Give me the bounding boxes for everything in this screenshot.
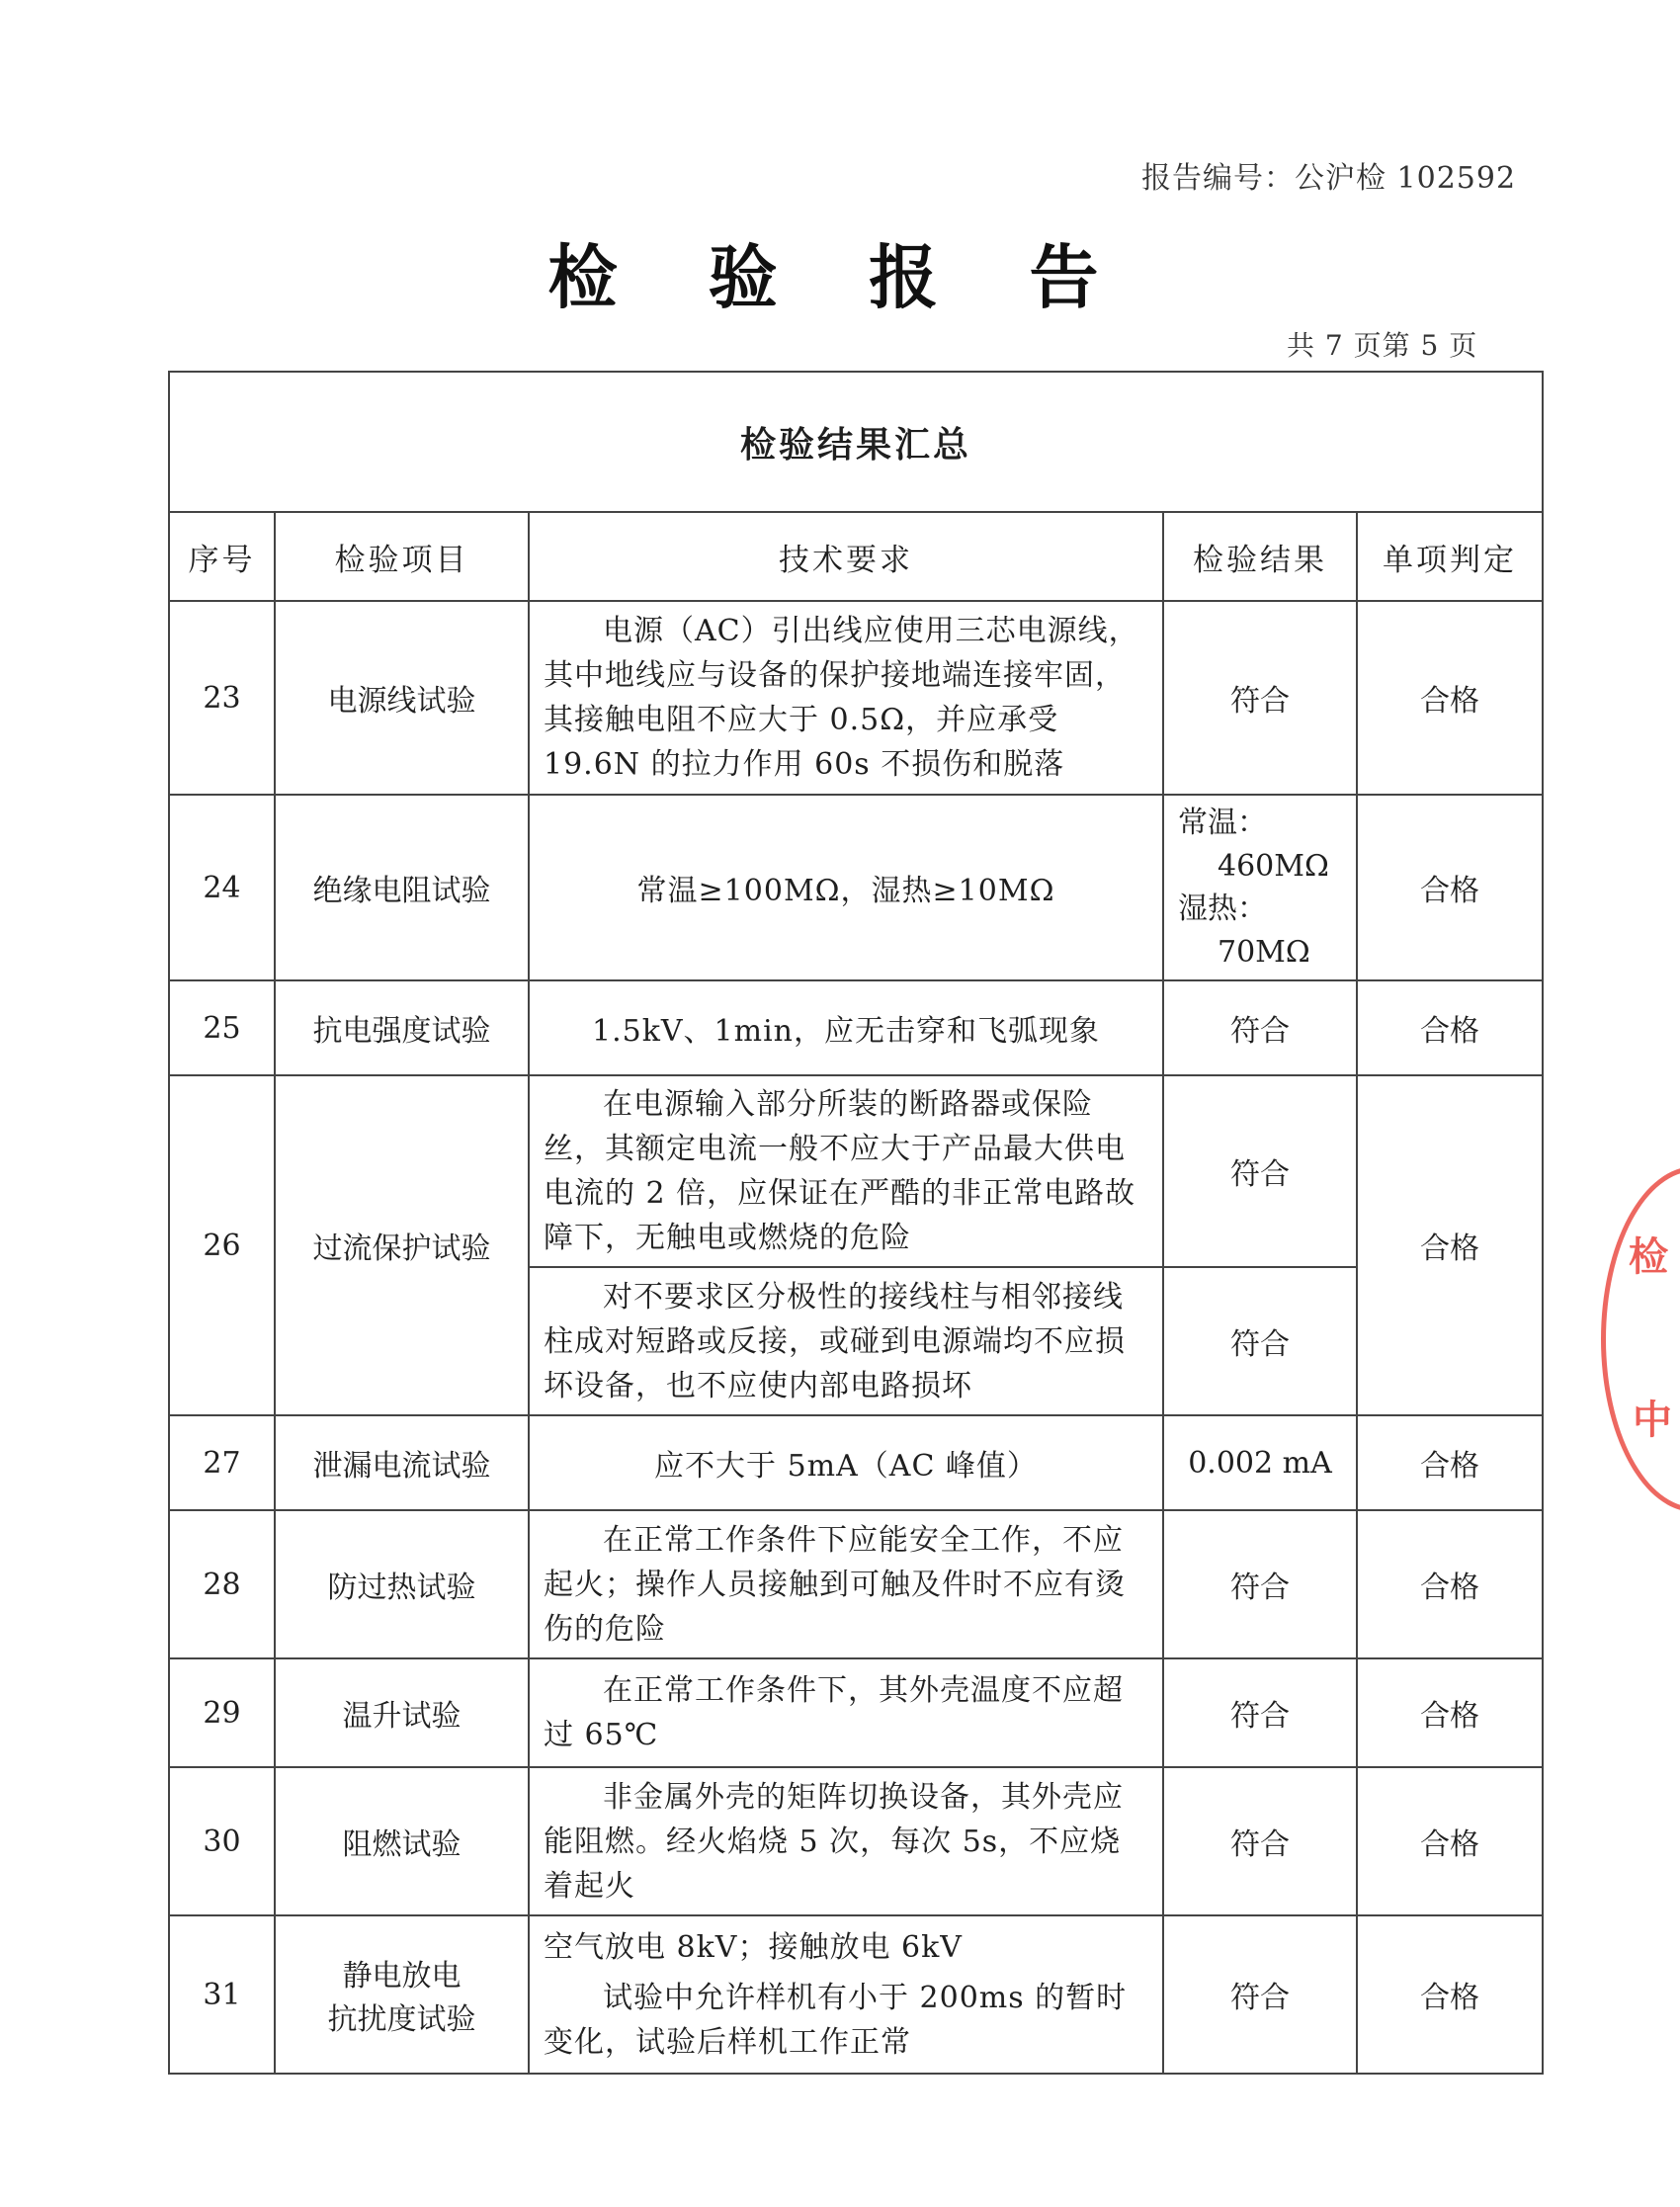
row-result: 符合	[1163, 1075, 1357, 1267]
row-requirement: 应不大于 5mA（AC 峰值）	[529, 1415, 1163, 1510]
table-header-row	[169, 512, 1543, 601]
row-result: 符合	[1163, 601, 1357, 795]
official-seal	[1601, 1166, 1680, 1512]
result-line: 常温：	[1178, 806, 1267, 840]
row-requirement: 在正常工作条件下应能安全工作，不应起火；操作人员接触到可触及件时不应有烫伤的危险	[529, 1510, 1163, 1658]
results-table	[168, 371, 1544, 2075]
row-verdict: 合格	[1357, 1510, 1543, 1658]
row-result: 符合	[1163, 980, 1357, 1075]
column-header-item: 检验项目	[275, 512, 529, 601]
table-row	[169, 1767, 1543, 1915]
row-item: 阻燃试验	[275, 1767, 529, 1915]
row-verdict: 合格	[1357, 601, 1543, 795]
table-row	[169, 601, 1543, 795]
column-header-result: 检验结果	[1163, 512, 1357, 601]
row-no: 28	[169, 1510, 275, 1658]
row-requirement: 1.5kV、1min，应无击穿和飞弧现象	[529, 980, 1163, 1075]
row-no: 29	[169, 1658, 275, 1767]
page-indicator: 共 7 页第 5 页	[1287, 329, 1478, 362]
table-row	[169, 980, 1543, 1075]
table-row	[169, 1075, 1543, 1267]
result-line: 湿热：	[1178, 891, 1267, 926]
row-no: 30	[169, 1767, 275, 1915]
row-verdict: 合格	[1357, 1075, 1543, 1415]
row-item: 电源线试验	[275, 601, 529, 795]
row-item: 温升试验	[275, 1658, 529, 1767]
table-row	[169, 1510, 1543, 1658]
row-verdict: 合格	[1357, 1767, 1543, 1915]
row-requirement: 对不要求区分极性的接线柱与相邻接线柱成对短路或反接，或碰到电源端均不应损坏设备，也不应使内部电路损坏	[529, 1267, 1163, 1415]
column-header-verdict: 单项判定	[1357, 512, 1543, 601]
row-requirement: 非金属外壳的矩阵切换设备，其外壳应能阻燃。经火焰烧 5 次，每次 5s，不应烧着起火	[529, 1767, 1163, 1915]
result-line: 70MΩ	[1218, 934, 1310, 970]
row-verdict: 合格	[1357, 1658, 1543, 1767]
row-result	[1163, 795, 1357, 980]
row-no: 24	[169, 795, 275, 980]
row-result: 符合	[1163, 1915, 1357, 2074]
row-result: 符合	[1163, 1267, 1357, 1415]
requirement-line: 试验中允许样机有小于 200ms 的暂时变化，试验后样机工作正常	[544, 1980, 1128, 2060]
row-result: 符合	[1163, 1510, 1357, 1658]
seal-glyph: 中	[1633, 1397, 1672, 1443]
row-no: 31	[169, 1915, 275, 2074]
row-requirement	[529, 1915, 1163, 2074]
report-number: 报告编号：公沪检 102592	[1141, 161, 1517, 196]
column-header-no: 序号	[169, 512, 275, 601]
item-line: 抗扰度试验	[327, 2002, 476, 2037]
row-requirement: 电源（AC）引出线应使用三芯电源线，其中地线应与设备的保护接地端连接牢固，其接触电阻不应大于 0.5Ω，并应承受 19.6N 的拉力作用 60s 不损伤和脱落	[529, 601, 1163, 795]
row-requirement: 在电源输入部分所装的断路器或保险丝，其额定电流一般不应大于产品最大供电电流的 2 倍，应保证在严酷的非正常电路故障下，无触电或燃烧的危险	[529, 1075, 1163, 1267]
document-title: 检 验 报 告	[547, 236, 1133, 318]
table-row	[169, 1658, 1543, 1767]
row-requirement: 在正常工作条件下，其外壳温度不应超过 65℃	[529, 1658, 1163, 1767]
row-verdict: 合格	[1357, 980, 1543, 1075]
row-item: 抗电强度试验	[275, 980, 529, 1075]
item-line: 静电放电	[342, 1959, 462, 1994]
row-item: 过流保护试验	[275, 1075, 529, 1415]
row-no: 27	[169, 1415, 275, 1510]
result-line: 460MΩ	[1218, 848, 1329, 884]
row-requirement: 常温≥100MΩ，湿热≥10MΩ	[529, 795, 1163, 980]
row-verdict: 合格	[1357, 795, 1543, 980]
row-no: 25	[169, 980, 275, 1075]
table-row	[169, 1415, 1543, 1510]
row-item: 泄漏电流试验	[275, 1415, 529, 1510]
table-row	[169, 1915, 1543, 2074]
table-row	[169, 795, 1543, 980]
row-result: 0.002 mA	[1163, 1415, 1357, 1510]
row-item	[275, 1915, 529, 2074]
row-result: 符合	[1163, 1658, 1357, 1767]
seal-glyph: 检	[1629, 1233, 1668, 1280]
row-item: 防过热试验	[275, 1510, 529, 1658]
section-title: 检验结果汇总	[169, 372, 1543, 512]
row-no: 26	[169, 1075, 275, 1415]
row-no: 23	[169, 601, 275, 795]
row-item: 绝缘电阻试验	[275, 795, 529, 980]
row-verdict: 合格	[1357, 1415, 1543, 1510]
row-result: 符合	[1163, 1767, 1357, 1915]
requirement-line: 空气放电 8kV；接触放电 6kV	[544, 1929, 963, 1965]
row-verdict: 合格	[1357, 1915, 1543, 2074]
column-header-requirement: 技术要求	[529, 512, 1163, 601]
